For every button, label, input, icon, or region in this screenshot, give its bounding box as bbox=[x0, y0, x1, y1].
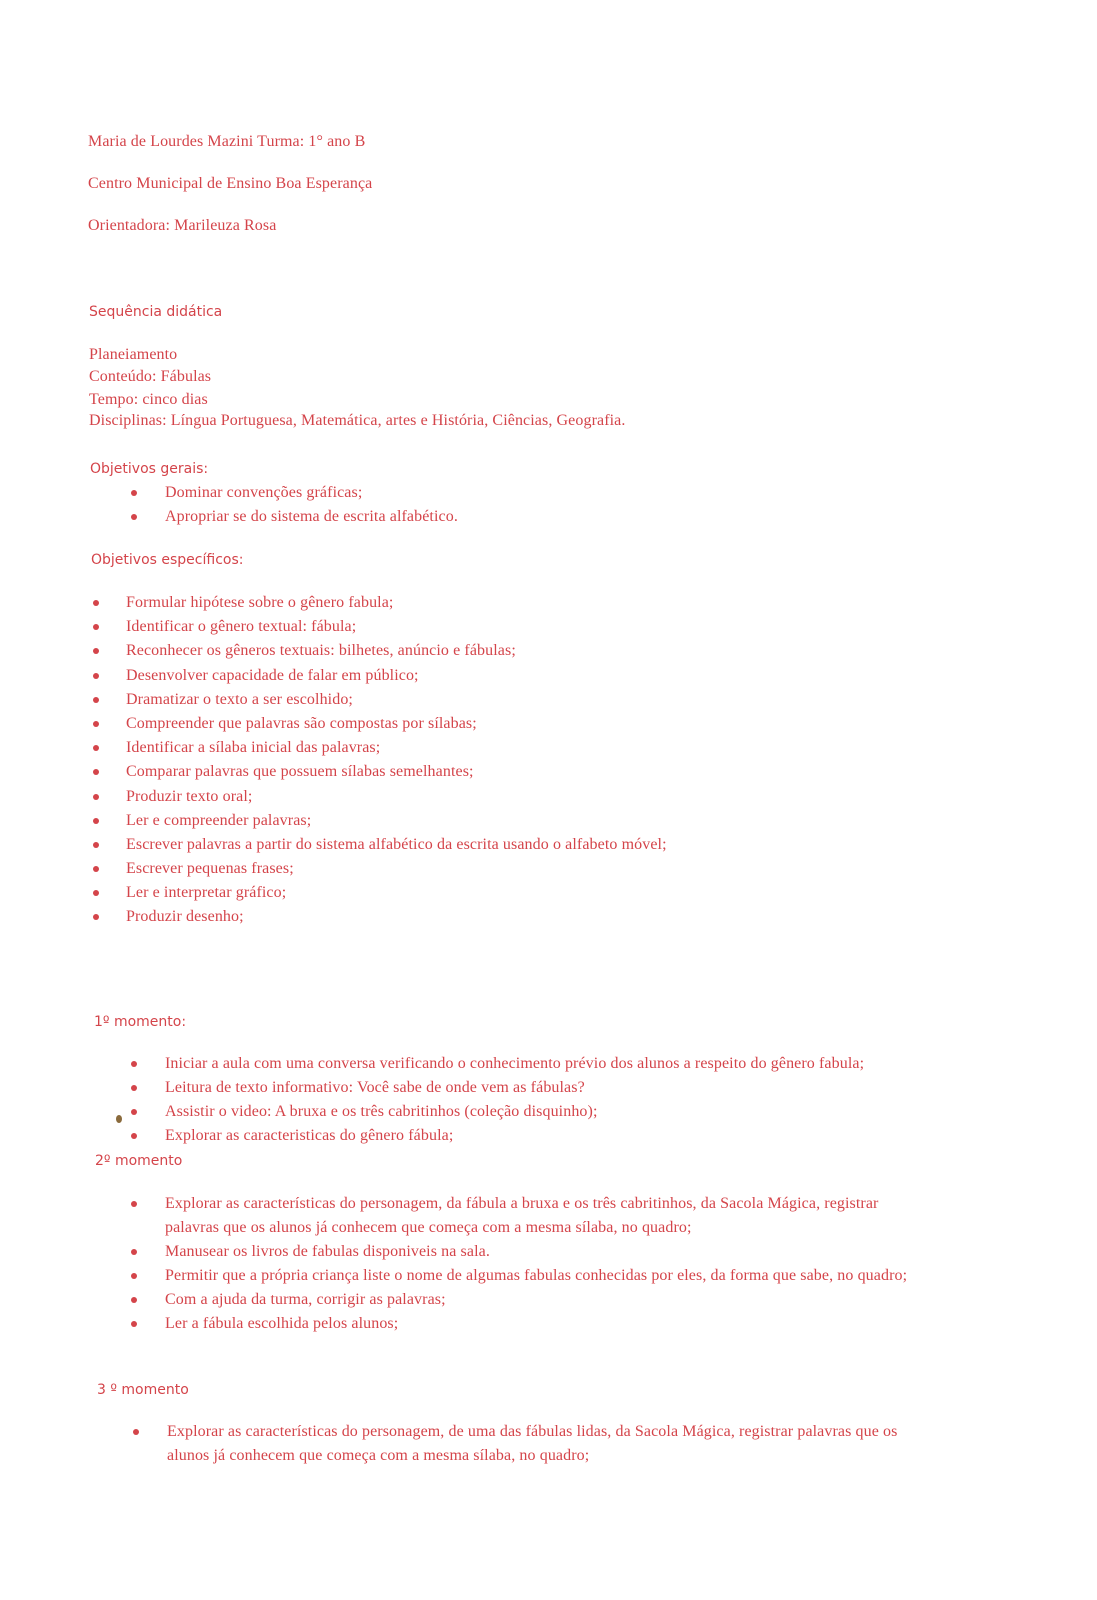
list-item: Permitir que a própria criança liste o nome de algumas fabulas conhecidas por eles, da forma que sabe, no quadro; bbox=[165, 1264, 910, 1288]
list-item: Ler a fábula escolhida pelos alunos; bbox=[165, 1312, 910, 1336]
list-item: Compreender que palavras são compostas por sílabas; bbox=[126, 713, 667, 737]
list-item: Formular hipótese sobre o gênero fabula; bbox=[126, 592, 667, 616]
moment-3-heading: 3 º momento bbox=[97, 1382, 189, 1398]
list-item: Explorar as características do personagem, de uma das fábulas lidas, da Sacola Mágica, registrar palavras que os alunos já conhecem que começa com a mesma sílaba, no quadro; bbox=[167, 1420, 907, 1468]
moment-1-list bbox=[165, 1052, 925, 1148]
list-item: Identificar a sílaba inicial das palavras; bbox=[126, 737, 667, 761]
list-item: Leitura de texto informativo: Você sabe de onde vem as fábulas? bbox=[165, 1076, 925, 1100]
list-item: Com a ajuda da turma, corrigir as palavras; bbox=[165, 1288, 910, 1312]
planning-heading: Planeiamento bbox=[89, 346, 178, 363]
content-line: Conteúdo: Fábulas bbox=[89, 368, 212, 385]
list-item: Ler e interpretar gráfico; bbox=[126, 882, 667, 906]
list-item: Desenvolver capacidade de falar em público; bbox=[126, 665, 667, 689]
list-item: Produzir desenho; bbox=[126, 906, 667, 930]
author-class-line: Maria de Lourdes Mazini Turma: 1° ano B bbox=[88, 133, 366, 150]
school-name: Centro Municipal de Ensino Boa Esperança bbox=[88, 175, 373, 192]
list-item: Assistir o video: A bruxa e os três cabritinhos (coleção disquinho); bbox=[165, 1100, 925, 1124]
list-item: Dominar convenções gráficas; bbox=[165, 482, 458, 506]
list-item: Produzir texto oral; bbox=[126, 786, 667, 810]
moment-2-list bbox=[165, 1192, 910, 1336]
ink-speck bbox=[116, 1115, 122, 1123]
list-item: Escrever palavras a partir do sistema alfabético da escrita usando o alfabeto móvel; bbox=[126, 834, 667, 858]
time-line: Tempo: cinco dias bbox=[89, 391, 208, 408]
list-item: Dramatizar o texto a ser escolhido; bbox=[126, 689, 667, 713]
list-item: Reconhecer os gêneros textuais: bilhetes, anúncio e fábulas; bbox=[126, 640, 667, 664]
general-objectives-heading: Objetivos gerais: bbox=[90, 461, 209, 477]
list-item: Iniciar a aula com uma conversa verificando o conhecimento prévio dos alunos a respeito do gênero fabula; bbox=[165, 1052, 925, 1076]
general-objectives-list bbox=[165, 482, 458, 530]
list-item: Explorar as caracteristicas do gênero fábula; bbox=[165, 1124, 925, 1148]
document-title: Sequência didática bbox=[89, 304, 223, 320]
specific-objectives-list bbox=[126, 592, 667, 931]
advisor-line: Orientadora: Marileuza Rosa bbox=[88, 217, 277, 234]
disciplines-line: Disciplinas: Língua Portuguesa, Matemática, artes e História, Ciências, Geografia. bbox=[89, 412, 626, 429]
moment-3-list bbox=[167, 1420, 907, 1468]
list-item: Apropriar se do sistema de escrita alfabético. bbox=[165, 506, 458, 530]
list-item: Comparar palavras que possuem sílabas semelhantes; bbox=[126, 761, 667, 785]
list-item: Escrever pequenas frases; bbox=[126, 858, 667, 882]
list-item: Manusear os livros de fabulas disponiveis na sala. bbox=[165, 1240, 910, 1264]
specific-objectives-heading: Objetivos específicos: bbox=[91, 552, 244, 568]
moment-2-heading: 2º momento bbox=[95, 1153, 183, 1169]
list-item: Explorar as características do personagem, da fábula a bruxa e os três cabritinhos, da Sacola Mágica, registrar palavras que os alunos já conhecem que começa com a mesma sílaba, no quadro; bbox=[165, 1192, 910, 1240]
moment-1-heading: 1º momento: bbox=[94, 1014, 187, 1030]
list-item: Ler e compreender palavras; bbox=[126, 810, 667, 834]
list-item: Identificar o gênero textual: fábula; bbox=[126, 616, 667, 640]
